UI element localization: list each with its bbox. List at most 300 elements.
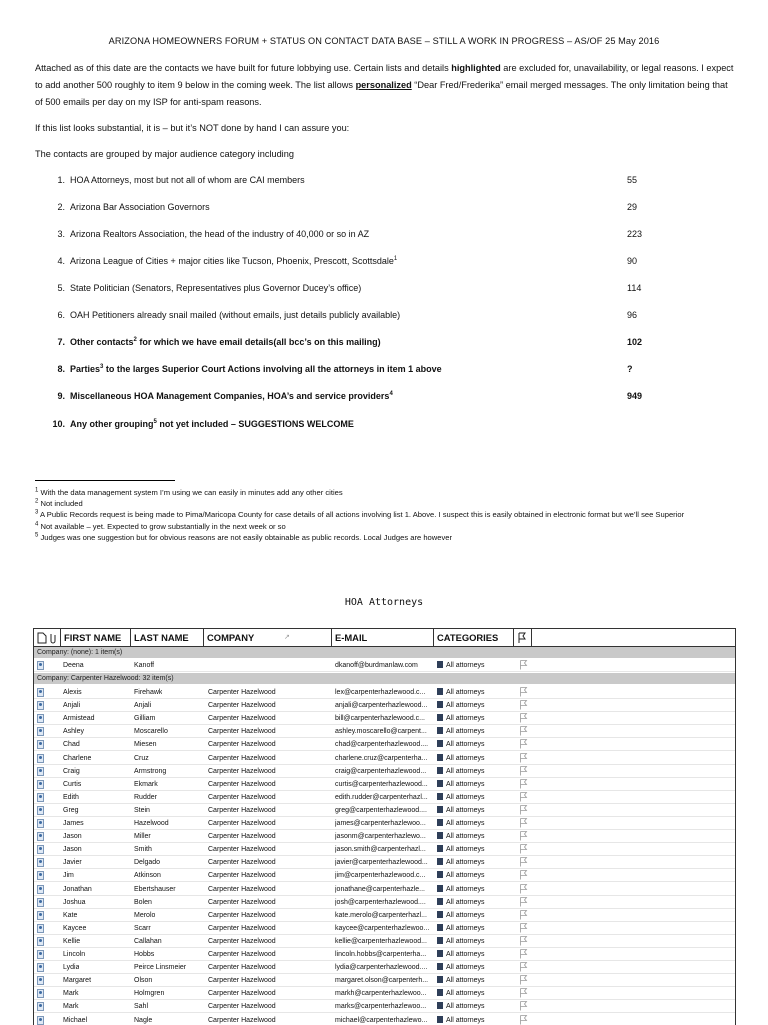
footnote-mark: 1 — [35, 487, 38, 493]
cell-company: Carpenter Hazelwood — [208, 843, 276, 856]
list-number: 5. — [40, 283, 65, 293]
category-label: All attorneys — [446, 794, 485, 801]
cell-first-name: James — [63, 817, 84, 830]
cell-last-name: Stein — [134, 804, 150, 817]
cell-categories — [437, 765, 485, 778]
table-row[interactable] — [34, 843, 735, 856]
list-item — [0, 337, 768, 351]
cell-categories — [437, 856, 485, 869]
category-color-swatch — [437, 727, 443, 734]
category-color-swatch — [437, 976, 443, 983]
page-attachment-icon — [37, 632, 57, 644]
contact-card-icon — [37, 950, 44, 959]
contact-card-icon — [37, 661, 44, 670]
table-row[interactable] — [34, 738, 735, 751]
cell-first-name: Jason — [63, 830, 82, 843]
follow-up-flag-icon[interactable] — [519, 897, 528, 907]
follow-up-flag-icon[interactable] — [519, 831, 528, 841]
table-row[interactable] — [34, 1014, 735, 1025]
category-color-swatch — [437, 1016, 443, 1023]
cell-last-name: Delgado — [134, 856, 160, 869]
footnote-mark: 5 — [35, 532, 38, 538]
table-row[interactable] — [34, 712, 735, 725]
footnote-marker: 1 — [394, 256, 397, 262]
list-count: 102 — [627, 337, 642, 347]
follow-up-flag-icon[interactable] — [519, 713, 528, 723]
category-label: All attorneys — [446, 846, 485, 853]
list-text-main: State Politician (Senators, Representatives plus Governor Ducey’s office) — [70, 283, 361, 293]
table-row[interactable] — [34, 856, 735, 869]
category-label: All attorneys — [446, 886, 485, 893]
category-label: All attorneys — [446, 768, 485, 775]
cell-company: Carpenter Hazelwood — [208, 804, 276, 817]
cell-first-name: Armistead — [63, 712, 95, 725]
cell-categories — [437, 1014, 485, 1025]
table-row[interactable] — [34, 922, 735, 935]
cell-email: lex@carpenterhazlewood.c... — [335, 686, 433, 699]
list-count: 90 — [627, 256, 637, 266]
category-label: All attorneys — [446, 925, 485, 932]
category-label: All attorneys — [446, 689, 485, 696]
category-color-swatch — [437, 806, 443, 813]
cell-company: Carpenter Hazelwood — [208, 948, 276, 961]
list-text-main: Arizona Bar Association Governors — [70, 202, 210, 212]
cell-first-name: Anjali — [63, 699, 80, 712]
cell-company: Carpenter Hazelwood — [208, 922, 276, 935]
intro-text-c: “Dear Fred/Frederika” email merged messages. The only limitation being that of 500 emails per day on my ISP for anti-spam reasons. — [35, 80, 728, 107]
cell-email: james@carpenterhazlewoo... — [335, 817, 433, 830]
cell-email: marks@carpenterhazlewoo... — [335, 1000, 433, 1013]
table-row[interactable] — [34, 1000, 735, 1013]
contact-card-icon — [37, 1002, 44, 1011]
cell-email: curtis@carpenterhazlewood... — [335, 778, 433, 791]
cell-first-name: Charlene — [63, 752, 91, 765]
cell-first-name: Kaycee — [63, 922, 86, 935]
list-count: 96 — [627, 310, 637, 320]
cell-last-name: Firehawk — [134, 686, 162, 699]
cell-first-name: Jason — [63, 843, 82, 856]
table-row[interactable] — [34, 778, 735, 791]
contact-card-icon — [37, 767, 44, 776]
table-row[interactable] — [34, 817, 735, 830]
cell-categories — [437, 725, 485, 738]
cell-email: jonathane@carpenterhazle... — [335, 883, 433, 896]
list-number: 9. — [40, 391, 65, 401]
cell-email: jasonm@carpenterhazlewo... — [335, 830, 433, 843]
follow-up-flag-icon[interactable] — [519, 1001, 528, 1011]
list-count: ? — [627, 364, 633, 374]
contact-card-icon — [37, 871, 44, 880]
cell-last-name: Miesen — [134, 738, 157, 751]
cell-first-name: Jim — [63, 869, 74, 882]
list-number: 3. — [40, 229, 65, 239]
cell-first-name: Javier — [63, 856, 82, 869]
contact-card-icon — [37, 885, 44, 894]
follow-up-flag-icon[interactable] — [519, 857, 528, 867]
list-count: 114 — [627, 283, 641, 293]
list-text — [70, 364, 610, 374]
cell-email: chad@carpenterhazlewood.... — [335, 738, 433, 751]
table-row[interactable] — [34, 883, 735, 896]
table-row[interactable] — [34, 725, 735, 738]
cell-categories — [437, 948, 485, 961]
intro-text-b: are excluded for, unavailability, or legal reasons. I expect to add another 500 roughly to item 9 below in the coming week. The list allows — [35, 63, 733, 90]
table-row[interactable] — [34, 791, 735, 804]
list-text — [70, 337, 610, 347]
footnote-marker: 4 — [389, 391, 392, 397]
category-label: All attorneys — [446, 662, 485, 669]
list-count: 949 — [627, 391, 642, 401]
cell-first-name: Alexis — [63, 686, 82, 699]
list-text — [70, 391, 610, 401]
category-label: All attorneys — [446, 1003, 485, 1010]
cell-categories — [437, 961, 485, 974]
list-item — [0, 283, 768, 297]
cell-email: bill@carpenterhazlewood.c... — [335, 712, 433, 725]
cell-company: Carpenter Hazelwood — [208, 974, 276, 987]
header-first-name[interactable]: FIRST NAME — [61, 629, 131, 646]
footnote-text: Not available – yet. Expected to grow substantially in the next week or so — [38, 522, 285, 531]
category-color-swatch — [437, 819, 443, 826]
follow-up-flag-icon[interactable] — [519, 910, 528, 920]
category-color-swatch — [437, 767, 443, 774]
contact-card-icon — [37, 989, 44, 998]
contact-card-icon — [37, 740, 44, 749]
list-item — [0, 175, 768, 189]
contact-card-icon — [37, 780, 44, 789]
contact-card-icon — [37, 714, 44, 723]
contact-card-icon — [37, 976, 44, 985]
footnote-rule — [35, 480, 175, 481]
footnote-text: Judges was one suggestion but for obvious reasons are not easily obtainable as public records. Local Judges are however — [38, 533, 452, 542]
table-row[interactable] — [34, 659, 735, 672]
cell-last-name: Armstrong — [134, 765, 166, 778]
follow-up-flag-icon[interactable] — [519, 975, 528, 985]
follow-up-flag-icon[interactable] — [519, 844, 528, 854]
category-color-swatch — [437, 780, 443, 787]
contact-card-icon — [37, 924, 44, 933]
list-text-main: OAH Petitioners already snail mailed (without emails, just details publicly available) — [70, 310, 400, 320]
list-text-rest: to the larges Superior Court Actions involving all the attorneys in item 1 above — [103, 364, 441, 374]
category-color-swatch — [437, 858, 443, 865]
cell-company: Carpenter Hazelwood — [208, 817, 276, 830]
cell-last-name: Miller — [134, 830, 151, 843]
cell-first-name: Chad — [63, 738, 80, 751]
category-label: All attorneys — [446, 1017, 485, 1024]
contacts-table — [33, 628, 736, 1025]
list-text — [70, 175, 610, 185]
header-company[interactable] — [204, 629, 332, 646]
table-row[interactable] — [34, 987, 735, 1000]
contact-card-icon — [37, 898, 44, 907]
contact-card-icon — [37, 701, 44, 710]
category-color-swatch — [437, 688, 443, 695]
intro-personalized: personalized — [356, 80, 412, 90]
list-number: 10. — [40, 419, 65, 429]
follow-up-flag-icon[interactable] — [519, 687, 528, 697]
flag-icon — [517, 632, 527, 644]
table-row[interactable] — [34, 765, 735, 778]
cell-last-name: Smith — [134, 843, 152, 856]
follow-up-flag-icon[interactable] — [519, 1015, 528, 1025]
list-text — [70, 202, 610, 212]
list-text-main: Other contacts — [70, 337, 134, 347]
cell-first-name: Mark — [63, 1000, 79, 1013]
footnote — [35, 498, 735, 509]
cell-first-name: Ashley — [63, 725, 84, 738]
category-color-swatch — [437, 845, 443, 852]
cell-email: javier@carpenterhazlewood... — [335, 856, 433, 869]
category-label: All attorneys — [446, 872, 485, 879]
table-row[interactable] — [34, 961, 735, 974]
cell-email: ashley.moscarello@carpent... — [335, 725, 433, 738]
category-color-swatch — [437, 885, 443, 892]
contact-card-icon — [37, 688, 44, 697]
cell-company: Carpenter Hazelwood — [208, 961, 276, 974]
category-color-swatch — [437, 832, 443, 839]
list-item — [0, 229, 768, 243]
table-row[interactable] — [34, 830, 735, 843]
footnote-text: Not included — [38, 499, 82, 508]
cell-categories — [437, 935, 485, 948]
list-number: 4. — [40, 256, 65, 266]
list-number: 1. — [40, 175, 65, 185]
cell-categories — [437, 659, 485, 672]
cell-last-name: Gilliam — [134, 712, 155, 725]
follow-up-flag-icon[interactable] — [519, 988, 528, 998]
cell-company: Carpenter Hazelwood — [208, 765, 276, 778]
cell-first-name: Edith — [63, 791, 79, 804]
cell-last-name: Rudder — [134, 791, 157, 804]
list-number: 8. — [40, 364, 65, 374]
table-row[interactable] — [34, 948, 735, 961]
follow-up-flag-icon[interactable] — [519, 726, 528, 736]
table-row[interactable] — [34, 804, 735, 817]
follow-up-flag-icon[interactable] — [519, 739, 528, 749]
cell-categories — [437, 987, 485, 1000]
follow-up-flag-icon[interactable] — [519, 660, 528, 670]
cell-categories — [437, 804, 485, 817]
list-text — [70, 419, 610, 429]
list-text-rest: not yet included – SUGGESTIONS WELCOME — [157, 419, 354, 429]
follow-up-flag-icon[interactable] — [519, 766, 528, 776]
follow-up-flag-icon[interactable] — [519, 779, 528, 789]
cell-categories — [437, 738, 485, 751]
follow-up-flag-icon[interactable] — [519, 949, 528, 959]
category-color-swatch — [437, 661, 443, 668]
follow-up-flag-icon[interactable] — [519, 870, 528, 880]
cell-last-name: Callahan — [134, 935, 162, 948]
cell-categories — [437, 712, 485, 725]
cell-email: michael@carpenterhazlewo... — [335, 1014, 433, 1025]
contact-card-icon — [37, 832, 44, 841]
cell-company: Carpenter Hazelwood — [208, 869, 276, 882]
table-row[interactable] — [34, 686, 735, 699]
cell-categories — [437, 974, 485, 987]
cell-categories — [437, 830, 485, 843]
follow-up-flag-icon[interactable] — [519, 753, 528, 763]
list-item — [0, 256, 768, 270]
cell-categories — [437, 791, 485, 804]
cell-last-name: Atkinson — [134, 869, 161, 882]
cell-categories — [437, 869, 485, 882]
table-row[interactable] — [34, 869, 735, 882]
cell-last-name: Sahl — [134, 1000, 148, 1013]
cell-email: dkanoff@burdmanlaw.com — [335, 659, 433, 672]
category-color-swatch — [437, 701, 443, 708]
table-row[interactable] — [34, 752, 735, 765]
cell-email: craig@carpenterhazlewood... — [335, 765, 433, 778]
contact-card-icon — [37, 727, 44, 736]
header-email[interactable]: E-MAIL — [332, 629, 434, 646]
cell-company: Carpenter Hazelwood — [208, 1000, 276, 1013]
cell-email: lydia@carpenterhazlewood.... — [335, 961, 433, 974]
cell-last-name: Olson — [134, 974, 152, 987]
grouping-paragraph: The contacts are grouped by major audience category including — [35, 146, 735, 163]
footnote — [35, 487, 735, 498]
table-header — [34, 629, 735, 647]
cell-company: Carpenter Hazelwood — [208, 686, 276, 699]
category-label: All attorneys — [446, 820, 485, 827]
table-row[interactable] — [34, 974, 735, 987]
category-label: All attorneys — [446, 781, 485, 788]
list-item — [0, 202, 768, 216]
intro-paragraph — [35, 60, 735, 111]
table-row[interactable] — [34, 896, 735, 909]
group-header-carpenter-hazelwood[interactable]: Company: Carpenter Hazelwood: 32 item(s) — [34, 673, 735, 684]
contact-card-icon — [37, 858, 44, 867]
header-icon-cell[interactable] — [34, 629, 61, 646]
contact-card-icon — [37, 937, 44, 946]
table-caption: HOA Attorneys — [0, 597, 768, 608]
list-count: 29 — [627, 202, 637, 212]
intro-text-a: Attached as of this date are the contacts we have built for future lobbying use. Certain lists and details — [35, 63, 451, 73]
list-text-main: Arizona League of Cities + major cities like Tucson, Phoenix, Prescott, Scottsdale — [70, 256, 394, 266]
cell-company: Carpenter Hazelwood — [208, 883, 276, 896]
cell-company: Carpenter Hazelwood — [208, 712, 276, 725]
cell-categories — [437, 883, 485, 896]
footnote-mark: 4 — [35, 521, 38, 527]
category-color-swatch — [437, 898, 443, 905]
cell-company: Carpenter Hazelwood — [208, 791, 276, 804]
cell-email: kellie@carpenterhazlewood... — [335, 935, 433, 948]
cell-last-name: Anjali — [134, 699, 151, 712]
cell-email: margaret.olson@carpenterh... — [335, 974, 433, 987]
category-label: All attorneys — [446, 755, 485, 762]
category-color-swatch — [437, 754, 443, 761]
header-last-name[interactable]: LAST NAME — [131, 629, 204, 646]
category-label: All attorneys — [446, 977, 485, 984]
cell-email: markh@carpenterhazlewoo... — [335, 987, 433, 1000]
cell-categories — [437, 699, 485, 712]
category-color-swatch — [437, 950, 443, 957]
list-count: 223 — [627, 229, 642, 239]
category-label: All attorneys — [446, 859, 485, 866]
header-flag-cell[interactable] — [514, 629, 532, 646]
cell-email: jim@carpenterhazlewood.c... — [335, 869, 433, 882]
list-text-main: HOA Attorneys, most but not all of whom are CAI members — [70, 175, 305, 185]
cell-company: Carpenter Hazelwood — [208, 752, 276, 765]
category-label: All attorneys — [446, 702, 485, 709]
cell-last-name: Cruz — [134, 752, 149, 765]
document-title: ARIZONA HOMEOWNERS FORUM + STATUS ON CONTACT DATA BASE – STILL A WORK IN PROGRESS – AS/OF 25 May 2016 — [0, 36, 768, 46]
cell-first-name: Margaret — [63, 974, 91, 987]
list-text-rest: for which we have email details(all bcc’s on this mailing) — [137, 337, 381, 347]
cell-categories — [437, 896, 485, 909]
cell-categories — [437, 778, 485, 791]
cell-last-name: Hobbs — [134, 948, 154, 961]
list-text-main: Parties — [70, 364, 100, 374]
cell-email: anjali@carpenterhazlewood... — [335, 699, 433, 712]
footnote-marker: 3 — [100, 364, 103, 370]
follow-up-flag-icon[interactable] — [519, 818, 528, 828]
cell-last-name: Ebertshauser — [134, 883, 176, 896]
category-label: All attorneys — [446, 938, 485, 945]
footnote — [35, 521, 735, 532]
follow-up-flag-icon[interactable] — [519, 792, 528, 802]
cell-email: kaycee@carpenterhazlewoo... — [335, 922, 433, 935]
follow-up-flag-icon[interactable] — [519, 700, 528, 710]
category-label: All attorneys — [446, 807, 485, 814]
table-row[interactable] — [34, 909, 735, 922]
category-label: All attorneys — [446, 912, 485, 919]
list-text-main: Arizona Realtors Association, the head of the industry of 40,000 or so in AZ — [70, 229, 369, 239]
footnote-marker: 2 — [134, 337, 137, 343]
header-company-label: COMPANY — [207, 632, 254, 643]
follow-up-flag-icon[interactable] — [519, 936, 528, 946]
category-label: All attorneys — [446, 964, 485, 971]
cell-first-name: Craig — [63, 765, 80, 778]
category-label: All attorneys — [446, 951, 485, 958]
list-item — [0, 419, 768, 433]
cell-last-name: Hazelwood — [134, 817, 169, 830]
cell-email: greg@carpenterhazlewood.... — [335, 804, 433, 817]
cell-company: Carpenter Hazelwood — [208, 856, 276, 869]
table-row[interactable] — [34, 935, 735, 948]
footnote-mark: 3 — [35, 510, 38, 516]
category-label: All attorneys — [446, 728, 485, 735]
list-text-main: Miscellaneous HOA Management Companies, HOA’s and service providers — [70, 391, 389, 401]
follow-up-flag-icon[interactable] — [519, 962, 528, 972]
footnote — [35, 532, 735, 543]
intro-highlighted: highlighted — [451, 63, 501, 73]
cell-company: Carpenter Hazelwood — [208, 830, 276, 843]
cell-first-name: Joshua — [63, 896, 86, 909]
follow-up-flag-icon[interactable] — [519, 884, 528, 894]
footnotes — [35, 487, 735, 543]
contact-card-icon — [37, 911, 44, 920]
header-categories[interactable]: CATEGORIES — [434, 629, 514, 646]
table-row[interactable] — [34, 699, 735, 712]
follow-up-flag-icon[interactable] — [519, 805, 528, 815]
category-label: All attorneys — [446, 833, 485, 840]
footnote — [35, 509, 735, 520]
cell-email: edith.rudder@carpenterhazl... — [335, 791, 433, 804]
cell-company: Carpenter Hazelwood — [208, 725, 276, 738]
cell-company: Carpenter Hazelwood — [208, 738, 276, 751]
cell-last-name: Merolo — [134, 909, 155, 922]
footnote-mark: 2 — [35, 499, 38, 505]
cell-first-name: Greg — [63, 804, 79, 817]
follow-up-flag-icon[interactable] — [519, 923, 528, 933]
group-header-none[interactable]: Company: (none): 1 item(s) — [34, 647, 735, 658]
list-item — [0, 364, 768, 378]
cell-email: charlene.cruz@carpenterha... — [335, 752, 433, 765]
footnote-marker: 5 — [154, 419, 157, 425]
cell-email: josh@carpenterhazlewood.... — [335, 896, 433, 909]
list-item — [0, 310, 768, 324]
contact-card-icon — [37, 819, 44, 828]
